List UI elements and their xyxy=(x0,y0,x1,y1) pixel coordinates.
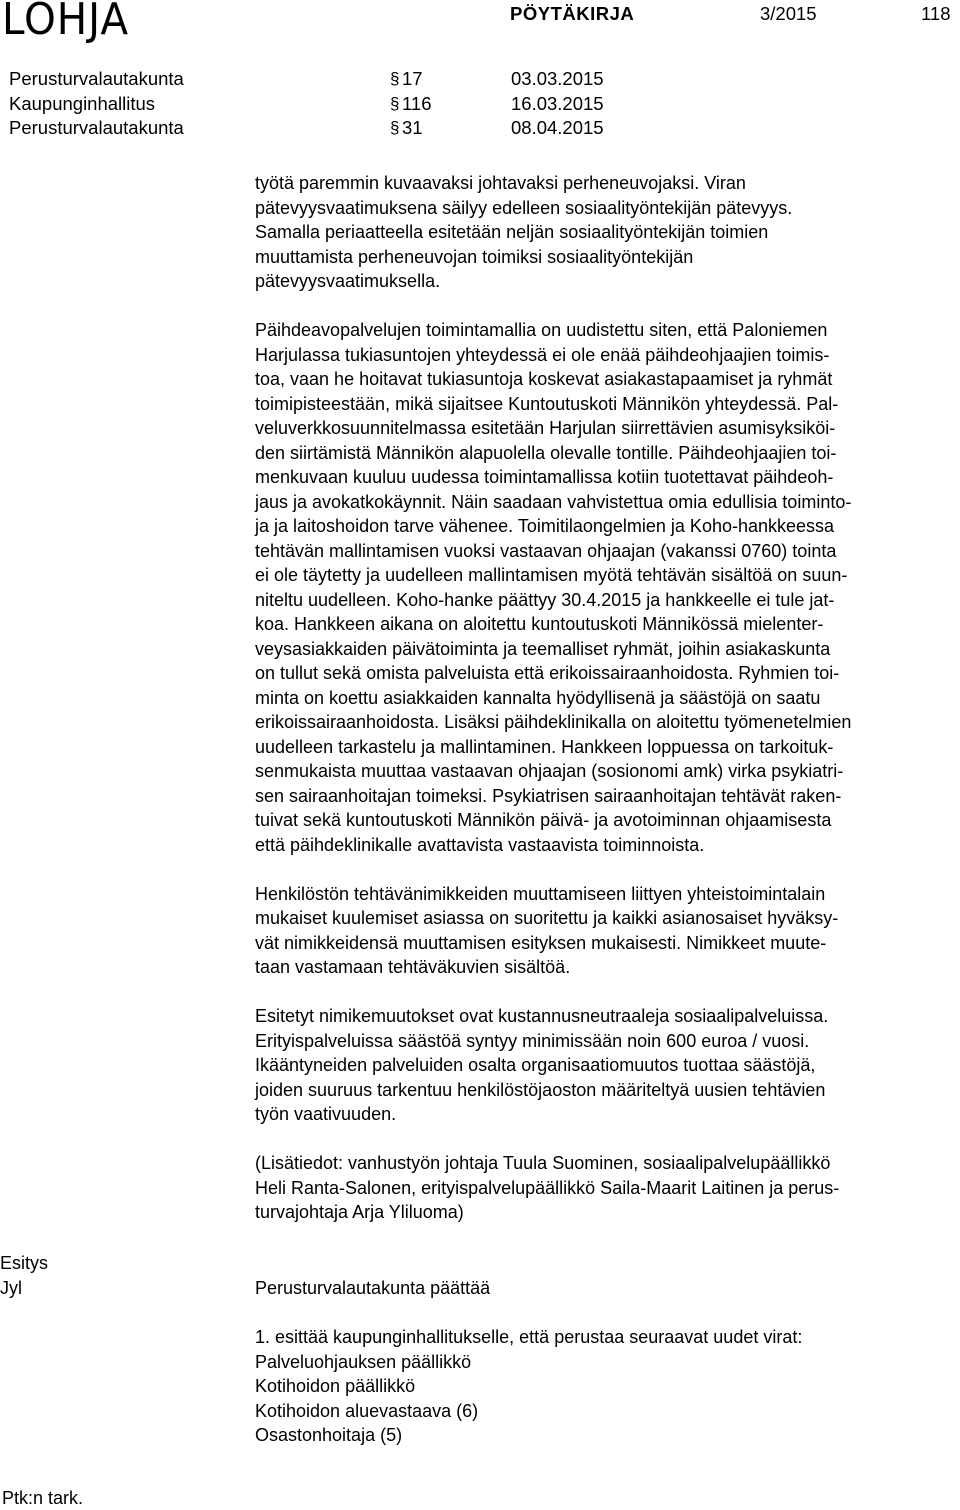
reference-date: 03.03.2015 xyxy=(511,68,604,89)
decision-item: Osastonhoitaja (5) xyxy=(255,1425,403,1445)
body-text xyxy=(255,171,960,1249)
decision-item: Palveluohjauksen päällikkö xyxy=(255,1351,472,1372)
side-labels xyxy=(0,1251,48,1300)
section-sign-icon: § xyxy=(390,93,400,113)
reference-section-number: 17 xyxy=(402,68,423,89)
paragraph: Henkilöstön tehtävänimikkeiden muuttamiseen liittyen yhteistoimintalain mukaiset kuulemiset asiassa on suoritettu ja kaikki asianosaiset hyväksy- vät nimikkeidensä muuttamisen esityksen mukaisesti. Nimikkeet muute- taan vastamaan tehtäväkuvien sisältöä. xyxy=(255,883,839,977)
section-sign-icon: § xyxy=(390,69,400,88)
reference-body: Perusturvalautakunta xyxy=(9,68,184,89)
paragraph: Päihdeavopalvelujen toimintamallia on uudistettu siten, että Paloniemen Harjulassa tukiasuntojen yhteydessä ei ole enää päihdeohjaajien toimis- toa, vaan he hoitavat tukiasuntoja koskevat asiakastapaamiset ja ryhmät toimipisteestään, mikä sijaitsee Kuntoutuskoti Männikön yhteydessä. Pal- veluverkkosuunnitelmassa esitetään Harjulan siirrettävien asumisyksiköi- den siirtämistä Männikön alapuolella olevalle tontille. Päihdeohjaajien toi- menkuvaan kuuluu uudessa toimintamallissa kotiin tuotettavat päihdeoh- jaus ja avokatkokäynnit. Näin saadaan vahvistettua omia edullisia toiminto- ja ja laitoshoidon tarve vähenee. Toimitilaongelmien ja Koho-hankkeessa tehtävän mallintamisen vuoksi vastaavan ohjaajan (vakanssi 0760) tointa ei ole täytetty ja uudelleen mallintamisen myötä tehtävän sisältöä on suun- niteltu uudelleen. Koho-hanke päättyy 30.4.2015 ja hankkeelle ei tule jat- koa. Hankkeen aikana on aloitettu kuntoutuskoti Männikössä mielenter- veysasiakkaiden päivätoiminta ja teemalliset ryhmät, joihin asiakaskunta on tullut sekä omista palveluista että erikoissairaanhoidosta. Ryhmien toi- minta on koettu asiakkaiden kannalta hyödyllisenä ja säästöjä on saatu erikoissairaanhoidosta. Lisäksi päihdeklinikalla on aloitettu työmenetelmien uudelleen tarkastelu ja mallintaminen. Hankkeen loppuessa on tarkoituk- senmukaista muuttaa vastaavan ohjaajan (sosionomi amk) virka psykiatri- sen sairaanhoitajan toimeksi. Psykiatrisen sairaanhoitajan tehtävät raken- tuivat sekä kuntoutuskoti Männikön päivä- ja avotoiminnan ohjaamisesta että päihdeklinikalle avattavista vastaavista toiminnoista. xyxy=(255,320,852,855)
paragraph: työtä paremmin kuvaavaksi johtavaksi perheneuvojaksi. Viran pätevyysvaatimuksena säilyy edelleen sosiaalityöntekijän pätevyys. Samalla periaatteella esitetään neljän sosiaalityöntekijän toimien muuttamista perheneuvojan toimiksi sosiaalityöntekijän pätevyysvaatimuksella. xyxy=(255,173,793,291)
paragraph: Esitetyt nimikemuutokset ovat kustannusneutraaleja sosiaalipalveluissa. Erityispalveluissa säästöä syntyy minimissään noin 600 euroa / vuosi. Ikääntyneiden palveluiden osalta organisaatiomuutos tuottaa säästöjä, joiden suuruus tarkentuu henkilöstöjaoston määriteltyä uusien tehtävien työn vaativuuden. xyxy=(255,1006,829,1124)
decision-heading: Perusturvalautakunta päättää xyxy=(255,1278,491,1298)
document-number: 3/2015 xyxy=(760,3,817,24)
minutes-checker-label: Ptk:n tark. xyxy=(2,1488,84,1508)
reference-date: 16.03.2015 xyxy=(511,92,604,114)
page-number: 118 xyxy=(921,3,951,24)
reference-section-number: 31 xyxy=(402,117,423,138)
document-type: PÖYTÄKIRJA xyxy=(510,3,635,24)
esitys-label: Esitys xyxy=(0,1253,49,1273)
reference-body: Kaupunginhallitus xyxy=(9,92,156,114)
lohja-logo: LOHJA xyxy=(2,0,129,45)
decision-item: 1. esittää kaupunginhallitukselle, että perustaa seuraavat uudet virat: xyxy=(255,1327,803,1347)
reference-section-number: 116 xyxy=(402,92,432,114)
reference-body: Perusturvalautakunta xyxy=(9,117,184,138)
decision-item: Kotihoidon aluevastaava (6) xyxy=(255,1400,479,1421)
reference-date: 08.04.2015 xyxy=(511,117,604,138)
paragraph: (Lisätiedot: vanhustyön johtaja Tuula Suominen, sosiaalipalvelupäällikkö Heli Ranta-Salonen, erityispalvelupäällikkö Saila-Maarit Laitinen ja perus- turvajohtaja Arja Yliluoma) xyxy=(255,1153,840,1222)
presenter-label: Jyl xyxy=(0,1277,22,1298)
decision-section xyxy=(255,1276,960,1448)
decision-item: Kotihoidon päällikkö xyxy=(255,1376,416,1396)
section-sign-icon: § xyxy=(390,118,400,137)
